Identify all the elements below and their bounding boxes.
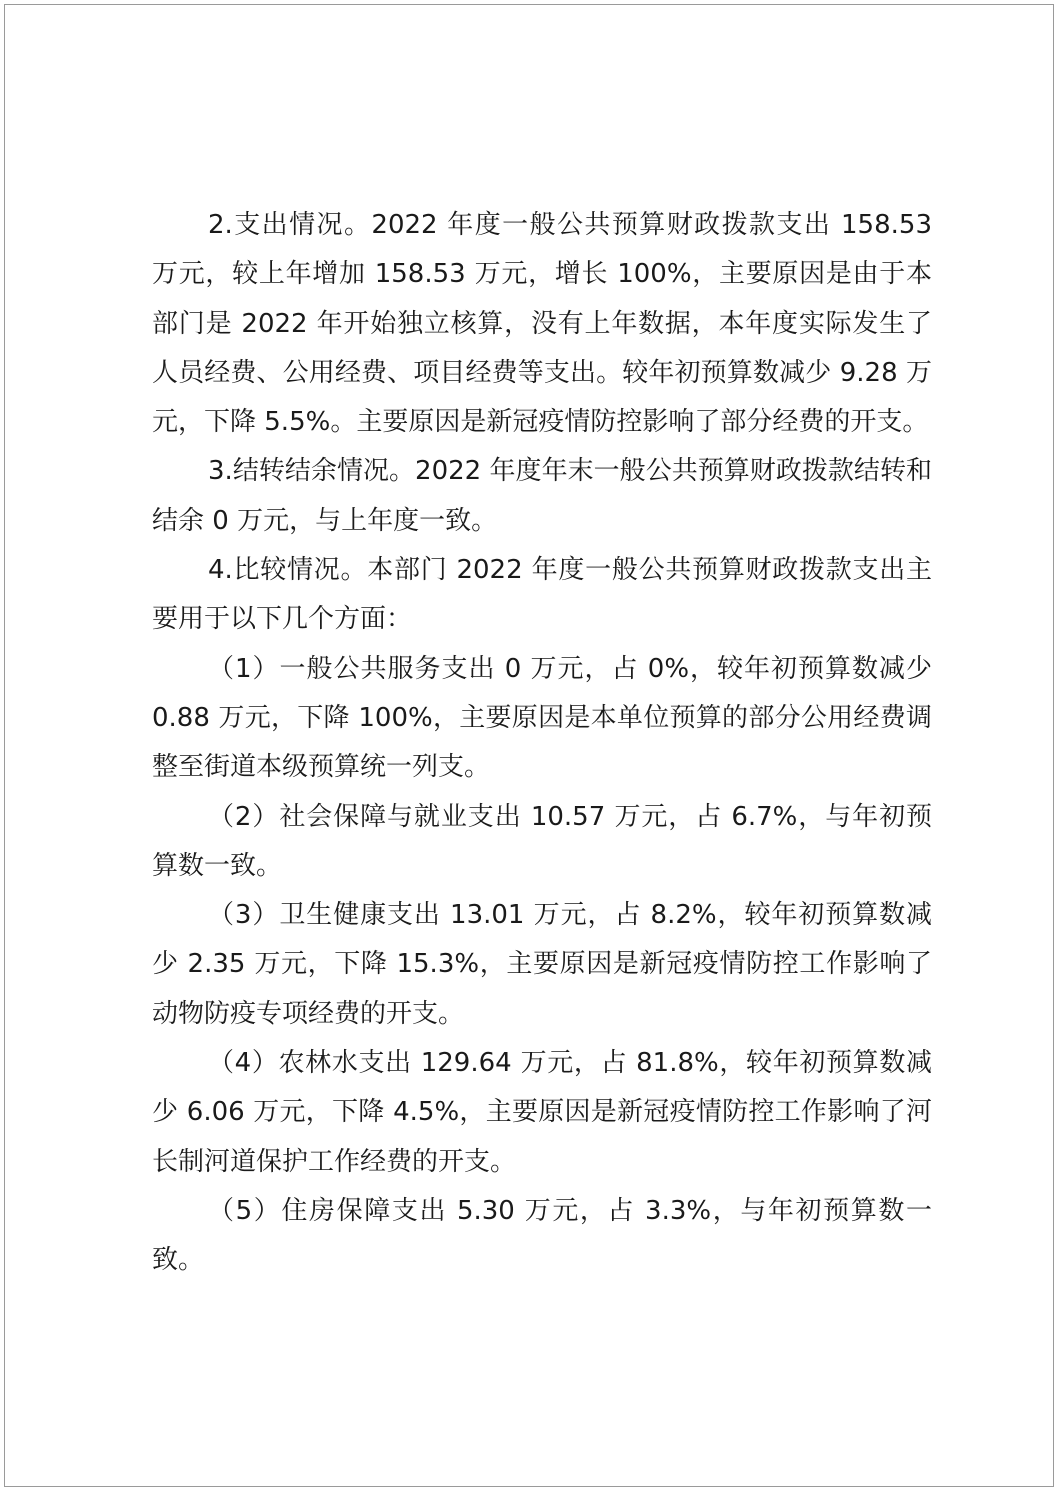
paragraph-comparison: 4.比较情况。本部门 2022 年度一般公共预算财政拨款支出主要用于以下几个方面： [152, 555, 932, 635]
paragraph-carryover: 3.结转结余情况。2022 年度年末一般公共预算财政拨款结转和结余 0 万元，与上年度一致。 [152, 456, 932, 536]
document-body [152, 201, 932, 1286]
paragraph-item-2: （2）社会保障与就业支出 10.57 万元，占 6.7%，与年初预算数一致。 [152, 801, 932, 881]
document-page [4, 4, 1054, 1487]
paragraph-item-4: （4）农林水支出 129.64 万元，占 81.8%，较年初预算数减少 6.06 万元，下降 4.5%，主要原因是新冠疫情防控工作影响了河长制河道保护工作经费的开支。 [152, 1048, 932, 1177]
paragraph-item-5: （5）住房保障支出 5.30 万元，占 3.3%，与年初预算数一致。 [152, 1195, 932, 1276]
paragraph-item-1: （1）一般公共服务支出 0 万元，占 0%，较年初预算数减少 0.88 万元，下降 100%，主要原因是本单位预算的部分公用经费调整至街道本级预算统一列支。 [152, 653, 932, 783]
paragraph-expenditure: 2.支出情况。2022 年度一般公共预算财政拨款支出 158.53 万元，较上年增加 158.53 万元，增长 100%，主要原因是由于本部门是 2022 年开始独立核算，没有上年数据，本年度实际发生了人员经费、公用经费、项目经费等支出。较年初预算数减少 9.28 万元，下降 5.5%。主要原因是新冠疫情防控影响了部分经费的开支。 [152, 210, 932, 438]
paragraph-item-3: （3）卫生健康支出 13.01 万元，占 8.2%，较年初预算数减少 2.35 万元，下降 15.3%，主要原因是新冠疫情防控工作影响了动物防疫专项经费的开支。 [152, 900, 932, 1029]
